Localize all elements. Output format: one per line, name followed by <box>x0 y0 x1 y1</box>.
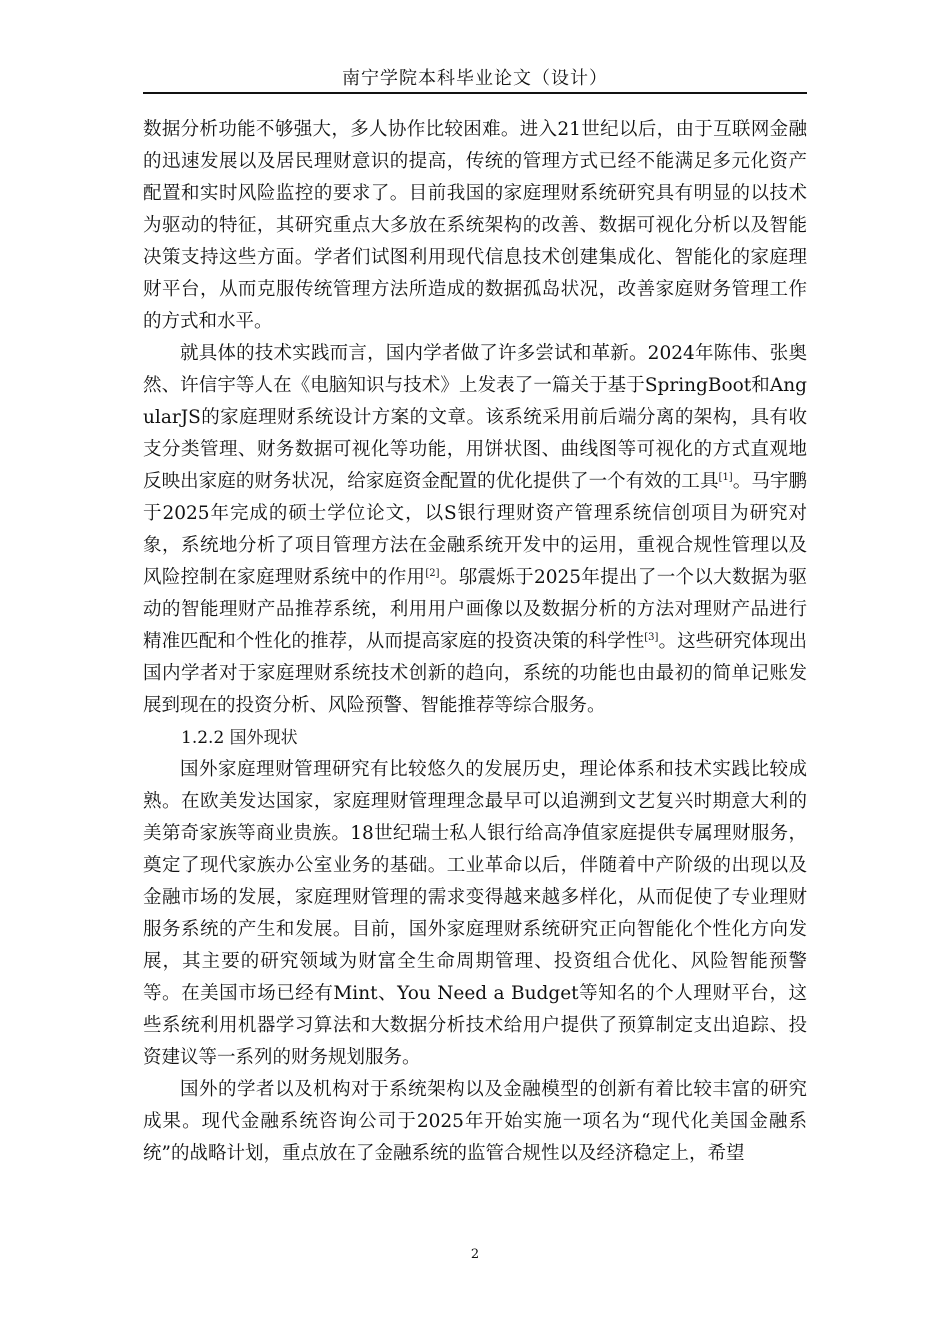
running-header: 南宁学院本科毕业论文（设计） <box>342 68 608 89</box>
paragraph-2-text-d: 。这些研究体现出国内学者对于家庭理财系统技术创新的趋向，系统的功能也由最初的简单记账发展到现在的投资分析、风险预警、智能推荐等综合服务。 <box>143 631 807 716</box>
paragraph-2-text-c: 。邬震烁于2025年提出了一个以大数据为驱动的智能理财产品推荐系统，利用用户画像以及数据分析的方法对理财产品进行精准匹配和个性化的推荐，从而提高家庭的投资决策的科学性 <box>143 567 807 652</box>
header-rule <box>143 92 807 94</box>
paragraph-2-text-a: 就具体的技术实践而言，国内学者做了许多尝试和革新。2024年陈伟、张奥然、许信宇等人在《电脑知识与技术》上发表了一篇关于基于SpringBoot和AngularJS的家庭理财系统设计方案的文章。该系统采用前后端分离的架构，具有收支分类管理、财务数据可视化等功能，用饼状图、曲线图等可视化的方式直观地反映出家庭的财务状况，给家庭资金配置的优化提供了一个有效的工具 <box>143 343 807 492</box>
section-heading-1-2-2: 1.2.2 国外现状 <box>181 728 298 748</box>
paragraph-1: 数据分析功能不够强大，多人协作比较困难。进入21世纪以后，由于互联网金融的迅速发展以及居民理财意识的提高，传统的管理方式已经不能满足多元化资产配置和实时风险监控的要求了。目前我国的家庭理财系统研究具有明显的以技术为驱动的特征，其研究重点大多放在系统架构的改善、数据可视化分析以及智能决策支持这些方面。学者们试图利用现代信息技术创建集成化、智能化的家庭理财平台，从而克服传统管理方法所造成的数据孤岛状况，改善家庭财务管理工作的方式和水平。 <box>143 119 807 332</box>
citation-2: [2] <box>425 567 440 579</box>
citation-3: [3] <box>644 631 659 643</box>
paragraph-4: 国外的学者以及机构对于系统架构以及金融模型的创新有着比较丰富的研究成果。现代金融系统咨询公司于2025年开始实施一项名为“现代化美国金融系统”的战略计划，重点放在了金融系统的监管合规性以及经济稳定上，希望 <box>143 1079 807 1164</box>
page-number: 2 <box>470 1247 480 1262</box>
paragraph-3: 国外家庭理财管理研究有比较悠久的发展历史，理论体系和技术实践比较成熟。在欧美发达国家，家庭理财管理理念最早可以追溯到文艺复兴时期意大利的美第奇家族等商业贵族。18世纪瑞士私人银行给高净值家庭提供专属理财服务，奠定了现代家族办公室业务的基础。工业革命以后，伴随着中产阶级的出现以及金融市场的发展，家庭理财管理的需求变得越来越多样化，从而促使了专业理财服务系统的产生和发展。目前，国外家庭理财系统研究正向智能化个性化方向发展，其主要的研究领域为财富全生命周期管理、投资组合优化、风险智能预警等。在美国市场已经有Mint、You Need a Budget等知名的个人理财平台，这些系统利用机器学习算法和大数据分析技术给用户提供了预算制定支出追踪、投资建议等一系列的财务规划服务。 <box>143 759 807 1068</box>
paragraph-2 <box>143 338 807 722</box>
paragraph-2-text-b: 。马宇鹏于2025年完成的硕士学位论文，以S银行理财资产管理系统信创项目为研究对象，系统地分析了项目管理方法在金融系统开发中的运用，重视合规性管理以及风险控制在家庭理财系统中的作用 <box>143 471 807 588</box>
citation-1: [1] <box>718 471 733 483</box>
page-body <box>143 114 807 1170</box>
